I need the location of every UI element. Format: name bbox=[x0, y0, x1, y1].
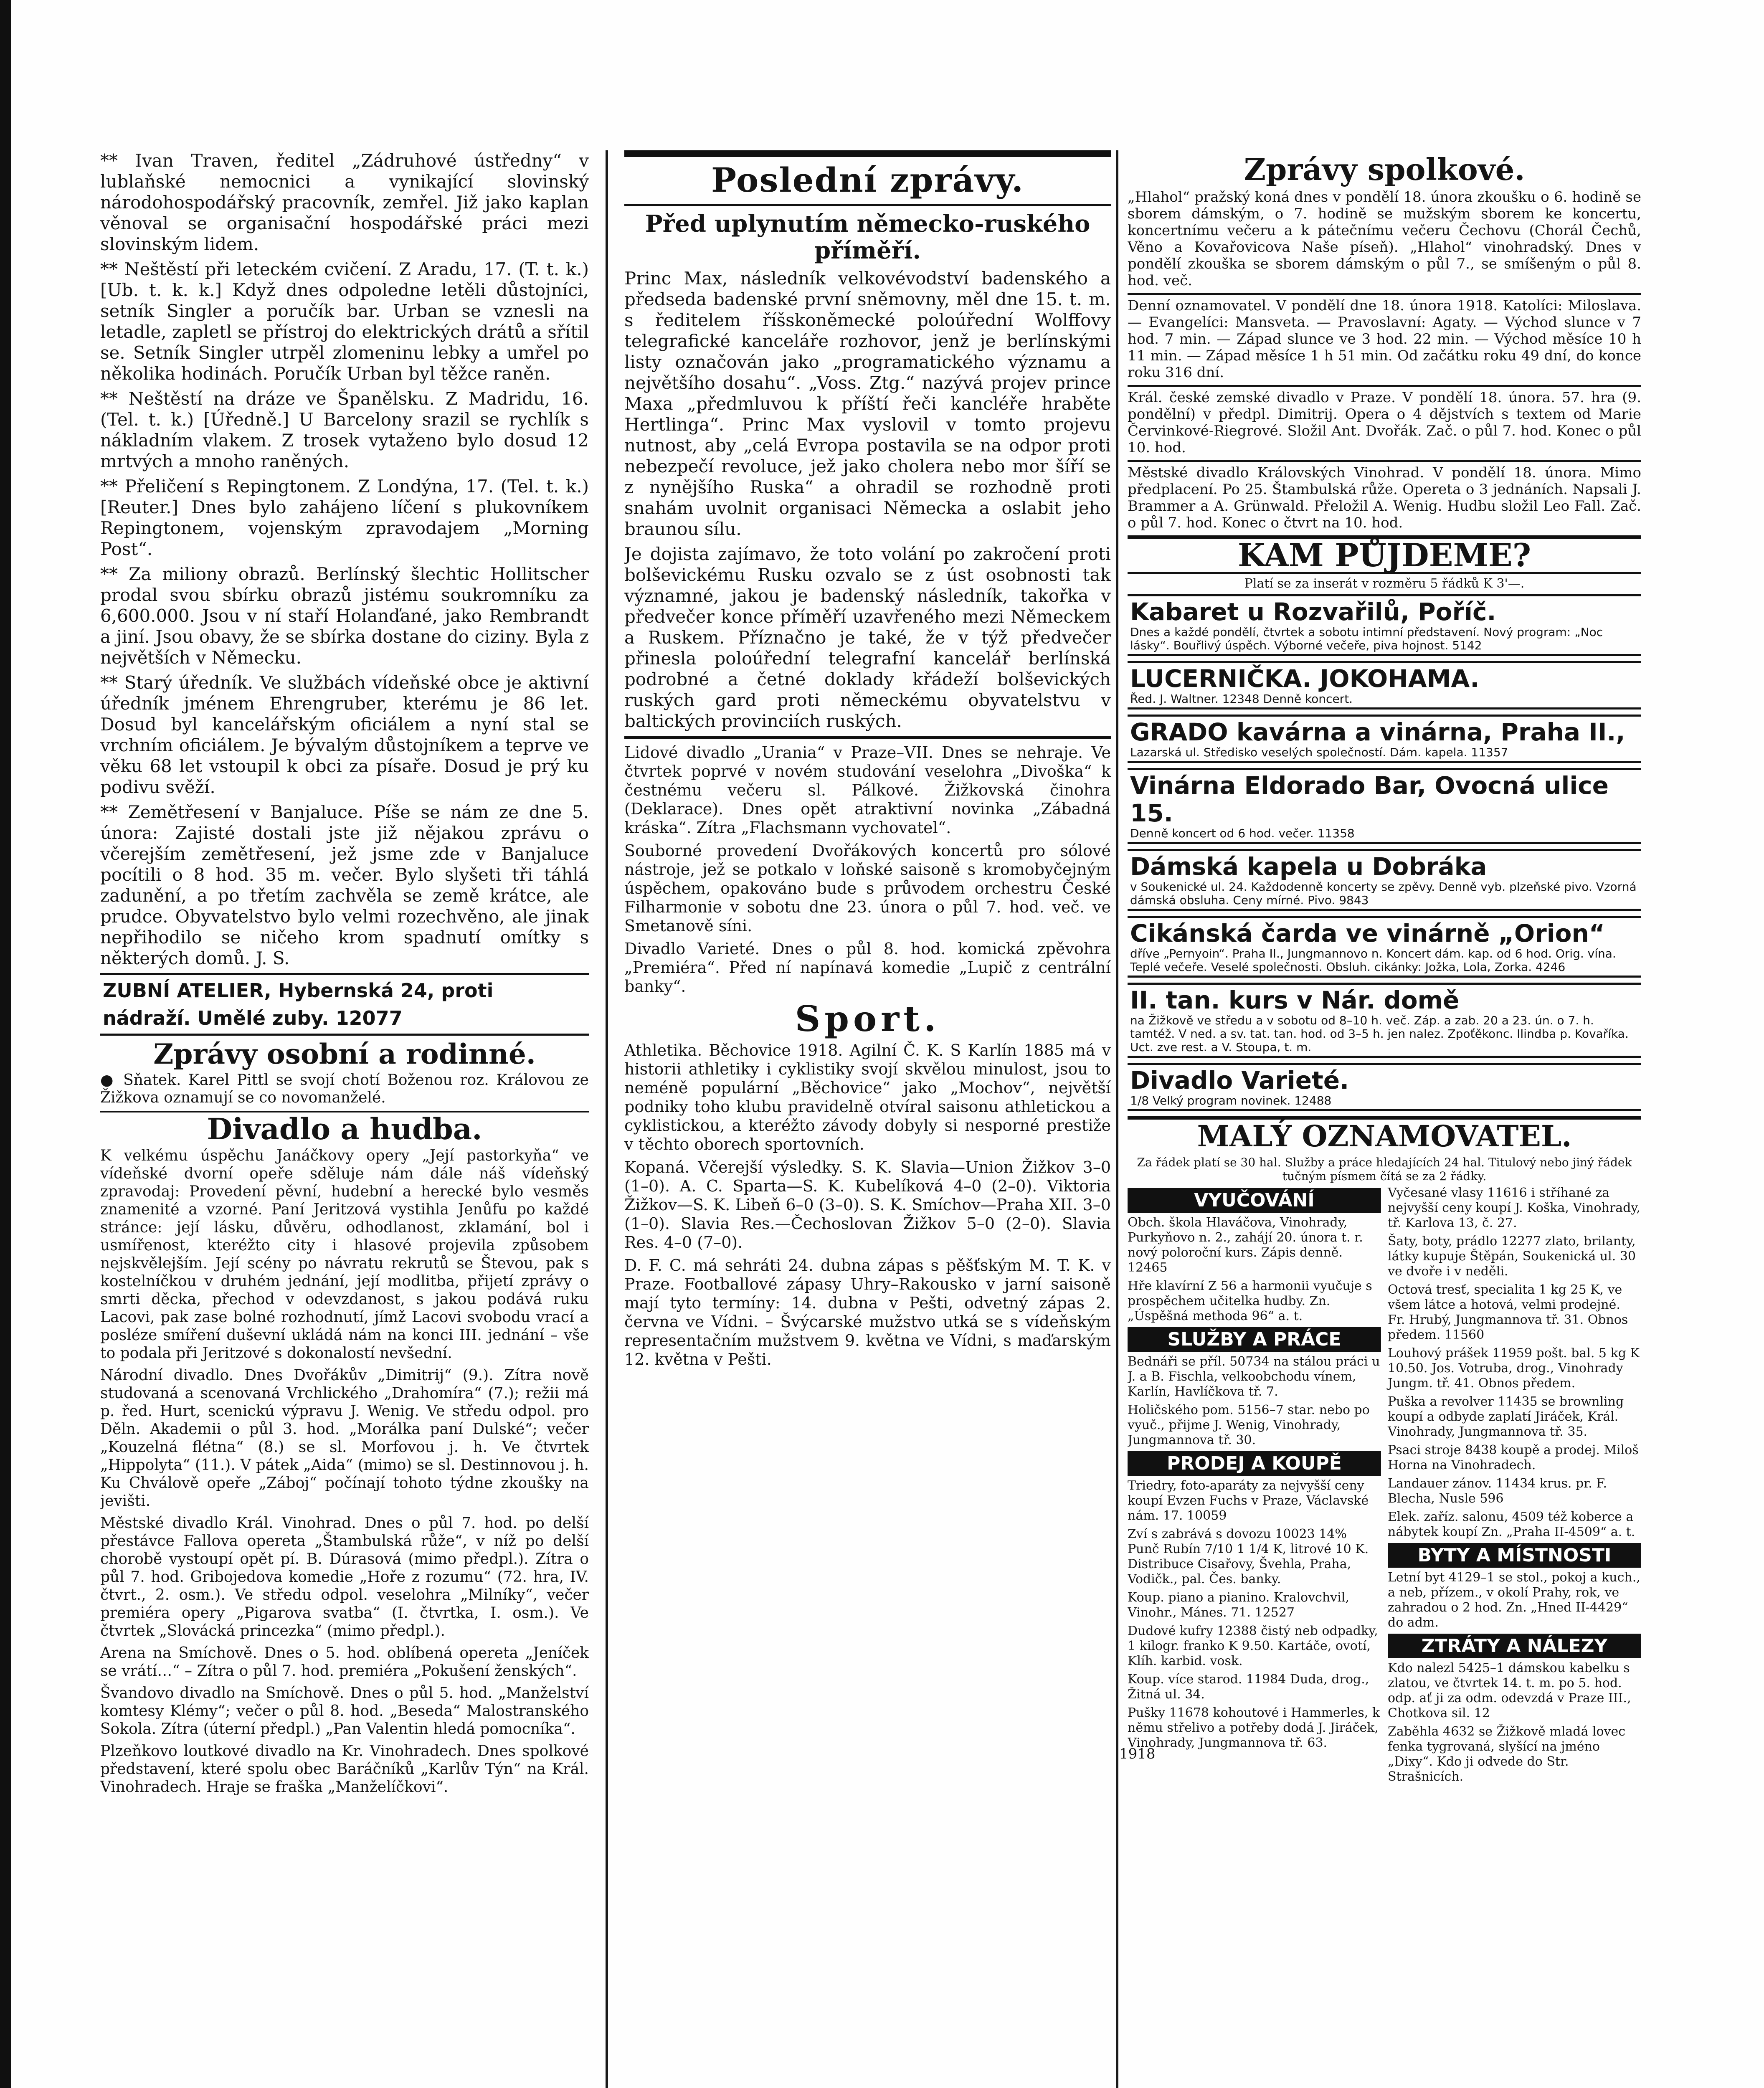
ad-text: Řed. J. Waltner. 12348 Denně koncert. bbox=[1130, 692, 1353, 706]
news-item: ** Přeličení s Repingtonem. Z Londýna, 17. (Tel. t. k.) [Reuter.] Dnes bylo zahájeno líčení s plukovníkem Repingtonem, vojenským zpravodajem „Morning Post“. bbox=[100, 476, 589, 559]
section-title-divadlo: Divadlo a hudba. bbox=[100, 1111, 589, 1143]
classified-item: Zaběhla 4632 se Žižkově mladá lovec fenka tygrovaná, slyšící na jméno „Dixy“. Kdo ji odvede do Str. Strašnicích. bbox=[1388, 1724, 1626, 1784]
news-item: ** Neštěstí při leteckém cvičení. Z Aradu, 17. (T. t. k.) [Ub. t. k. k.] Když dnes odpoledne letěli důstojníci, setník Singler a poručík bar. Urban se vznesli na letadle, zapletl se přístroj do elektrických drátů a sřítil se. Setník Singler utrpěl zlomeninu lebky a umřel po několika hodinách. Poručík Urban byl těžce raněn. bbox=[100, 259, 589, 384]
ad-eldorado bbox=[1128, 768, 1641, 844]
classified-item: Obch. škola Hlaváčova, Vinohrady, Purkyňovo n. 2., zahájí 20. února t. r. nový poloroční kurs. Zápis denně. 12465 bbox=[1128, 1215, 1363, 1275]
sport-item: Kopaná. Včerejší výsledky. S. K. Slavia—Union Žižkov 3–0 (1–0). A. C. Sparta—S. K. Kubelíková 4–0 (2–0). Viktoria Žižkov—S. K. Libeň 6–0 (3–0). S. K. Smíchov—Praha XII. 3–0 (1–0). Slavia Res.—Čechoslovan Žižkov 5–0 (2–0). Slavia Res. 4–0 (7–0). bbox=[624, 1158, 1111, 1252]
section-title-maly-oznamovatel: MALÝ OZNAMOVATEL. bbox=[1128, 1116, 1641, 1153]
classified-item: Koup. více starod. 11984 Duda, drog., Žitná ul. 34. bbox=[1128, 1672, 1369, 1702]
classified-item: Landauer zánov. 11434 krus. pr. F. Blecha, Nusle 596 bbox=[1388, 1476, 1607, 1506]
ad-title: Vinárna Eldorado Bar, Ovocná ulice 15. bbox=[1130, 771, 1609, 827]
kral-divadlo-text: Král. české zemské divadlo v Praze. V pondělí 18. února. 57. hra (9. pondělní) v předpl. Dimitrij. Opera o 4 dějstvích s textem od Marie Červinkové-Riegrové. Složil Ant. Dvořák. Zač. o půl 7. hod. Konec o půl 10. hod. bbox=[1128, 385, 1641, 456]
divadlo-item: K velkému úspěchu Janáčkovy opery „Její pastorkyňa“ ve vídeňské dvorní opeře sděluje nám dále náš vídeňský zpravodaj: Provedení pěvní, hudební a herecké bylo vesměs znamenité a vzorné. Paní Jeritzová vystihla Jenůfu po každé stránce: její lásku, důvěru, odhodlanost, zklamání, bol i usmířenost, kteréžto city i hlasové projevila způsobem nejskvělejším. Její scény po návratu rekrutů se Števou, pak s kostelníčkou v druhém jednání, její modlitba, přijetí zprávy o smrti děcka, přechod v odevzdanost, s jakou podává ruku Lacovi, pak zase bolné rozhodnutí, jímž Lacovi svobodu vrací a posléze smíření duševní ukládá nám na konci III. jednání – vše to podala při Jeritzové s dokonalostí nevšední. bbox=[100, 1147, 589, 1362]
divadlo-item: Národní divadlo. Dnes Dvořákův „Dimitrij“ (9.). Zítra nově studovaná a scenovaná Vrchlického „Drahomíra“ (7.); režii má p. řed. Hurt, scenickú výpravu J. Wenig. Ve středu odpol. pro Děln. Akademii o půl 3. hod. „Morálka paní Dulské“; večer „Kouzelná flétna“ (8.) se sl. Morfovou j. h. Ve čtvrtek „Hippolyta“ (11.). V pátek „Aida“ (mimo) se sl. Destinnovou j. h. Ku Chválově opeře „Záboj“ počínají tohoto týdne zkoušky na jevišti. bbox=[100, 1367, 589, 1510]
ad-text: Denně koncert od 6 hod. večer. 11358 bbox=[1130, 826, 1355, 840]
category-header: PRODEJ A KOUPĚ bbox=[1128, 1451, 1381, 1476]
section-title-osobni: Zprávy osobní a rodinné. bbox=[153, 1038, 536, 1070]
ad-title: Dámská kapela u Dobráka bbox=[1130, 852, 1487, 881]
divadlo-item: Plzeňkovo loutkové divadlo na Kr. Vinohradech. Dnes spolkové představení, které spolu obec Baráčníků „Karlův Týn“ na Král. Vinohradech. Hraje se fraška „Manželíčkovi“. bbox=[100, 1743, 589, 1796]
ad-divadlo-variete bbox=[1128, 1063, 1641, 1111]
maly-note: Za řádek platí se 30 hal. Služby a práce hledajících 24 hal. Titulový nebo jiný řádek tučným písmem čítá se za 2 řádky. bbox=[1137, 1155, 1632, 1183]
ad-grado bbox=[1128, 715, 1641, 763]
classifieds bbox=[1128, 1186, 1641, 1788]
kam-note: Platí se za inserát v rozměru 5 řádků K 3'—. bbox=[1244, 576, 1525, 591]
news-item: ** Zemětřesení v Banjaluce. Píše se nám ze dne 5. února: Zajisté dostali jste již nějakou zprávu o včerejším zemětřesení, jež jsme zde v Banjaluce pocítili o 8 hod. 35 m. večer. Bylo slyšeti tři táhlá zadunění, a po třetím zachvěla se země krátce, ale prudce. Obyvatelstvo bylo velmi rozechvěno, ale jinak nepřihodilo se ničeho krom spadnutí omítky s některých domů. J. S. bbox=[100, 802, 589, 968]
classified-item: Kdo nalezl 5425–1 dámskou kabelku s zlatou, ve čtvrtek 14. t. m. po 5. hod. odp. ať ji za odm. odevzdá v Praze III., Chotkova sil. 12 bbox=[1388, 1661, 1631, 1721]
news-item: Je dojista zajímavo, že toto volání po zakročení proti bolševickému Rusku ozvalo se z úst osobnosti tak významné, jakou je badenský následník, takořka v předvečer konce příměří uzavřeného mezi Německem a Ruskem. Příznačno je také, že v týž předvečer přinesla poloúřední telegrafní kancelář berlínská podrobné a četné doklady křádeží bolševických ruských gard proti německému obyvatelstvu v baltických provinciích ruských. bbox=[624, 544, 1111, 731]
divider bbox=[624, 736, 1111, 739]
category-header: BYTY A MÍSTNOSTI bbox=[1388, 1543, 1641, 1568]
mestske-divadlo-text: Městské divadlo Královských Vinohrad. V pondělí 18. února. Mimo předplacení. Po 25. Štambulská růže. Opereta o 3 jednáních. Napsali J. Brammer a A. Grünwald. Přeložil A. Wenig. Hudbu složil Leo Fall. Zač. o půl 7. hod. Konec o čtvrt na 10. hod. bbox=[1128, 460, 1641, 531]
news-item: ** Starý úředník. Ve službách vídeňské obce je aktivní úředník jménem Ehrengruber, kterému je 86 let. Dosud byl kancelářským oficiálem a nyní stal se vrchním oficiálem. Je bývalým důstojníkem a teprve ve věku 68 let vstoupil k obci za písaře. Dosud je prý ku podivu svěží. bbox=[100, 672, 589, 797]
ad-kabaret bbox=[1128, 594, 1641, 656]
classified-item: Bednáři se příl. 50734 na stálou práci u J. a B. Fischla, velkoobchodu vínem, Karlín, Havlíčkova tř. 7. bbox=[1128, 1354, 1380, 1399]
category-header: ZTRÁTY A NÁLEZY bbox=[1388, 1634, 1641, 1658]
classified-item: Dudové kufry 12388 čistý neb odpadky, 1 kilogr. franko K 9.50. Kartáče, ovotí, Klíh. karbid. vosk. bbox=[1128, 1624, 1378, 1668]
headline-primeri: Před uplynutím německo-ruského příměří. bbox=[645, 210, 1090, 264]
divadlo-item: Městské divadlo Král. Vinohrad. Dnes o půl 7. hod. po delší přestávce Fallova opereta „Štambulská růže“, v níž po delší chorobě vystoupí opět pí. B. Dúrasová (mimo předpl.). Zítra o půl 7. hod. Gribojedova komedie „Hoře z rozumu“ (72. hra, IV. čtvrt., 2. osm.). Ve středu odpol. veselohra „Milníky“, večer premiéra opery „Pigarova svatba“ (I. čtvrtka, I. osm.). Ve čtvrtek „Slovácká princezka“ (mimo předpl.). bbox=[100, 1515, 589, 1639]
margin-mark: 1918 bbox=[1119, 1746, 1156, 1762]
category-header: SLUŽBY A PRÁCE bbox=[1128, 1327, 1381, 1352]
classified-item: Elek. zaříz. salonu, 4509 též koberce a nábytek koupí Zn. „Praha II-4509“ a. t. bbox=[1388, 1510, 1635, 1539]
ad-lucernicka bbox=[1128, 661, 1641, 710]
classified-item: Vyčesané vlasy 11616 i stříhané za nejvyšší ceny koupí J. Koška, Vinohrady, tř. Karlova 13, č. 27. bbox=[1388, 1186, 1640, 1230]
classified-item: Louhový prášek 11959 pošt. bal. 5 kg K 10.50. Jos. Votruba, drog., Vinohrady Jungm. tř. 41. Obnos předem. bbox=[1388, 1346, 1640, 1391]
ad-text: Dnes a každé pondělí, čtvrtek a sobotu intimní představení. Nový program: „Noc lásky“. Bouřlivý úspěch. Výborné večeře, piva hojnost. 5142 bbox=[1130, 625, 1603, 652]
classified-item: Triedry, foto-aparáty za nejvyšší ceny koupí Evzen Fuchs v Praze, Václavské nám. 17. 10059 bbox=[1128, 1478, 1369, 1523]
ad-damska-kapela bbox=[1128, 849, 1641, 911]
ad-title: GRADO kavárna a vinárna, Praha II., bbox=[1130, 718, 1625, 746]
ad-text: 1/8 Velký program novinek. 12488 bbox=[1130, 1094, 1332, 1107]
scan-edge-left bbox=[0, 0, 11, 2088]
classified-item: Hře klavírní Z 56 a harmonii vyučuje s prospěchem učitelka hudby. Zn. „Úspěšná methoda 96“ a. t. bbox=[1128, 1279, 1372, 1323]
column-2 bbox=[624, 150, 1111, 2088]
classified-item: Psaci stroje 8438 koupě a prodej. Miloš Horna na Vinohradech. bbox=[1388, 1443, 1639, 1472]
ad-cikanska-carda bbox=[1128, 916, 1641, 978]
sport-item: D. F. C. má sehráti 24. dubna zápas s pěšťským M. T. K. v Praze. Footballové zápasy Uhry–Rakousko v jarní saisoně mají tyto termíny: 14. dubna v Pešti, odvetný zápas 2. června ve Vídni. – Švýcarské mužstvo utká se s vídeňským representačním mužstvem 9. května ve Vídni, s maďarským 12. května v Pešti. bbox=[624, 1256, 1111, 1368]
spolky-text: „Hlahol“ pražský koná dnes v pondělí 18. února zkoušku o 6. hodině se sborem dámským, o 7. hodině se mužským sborem ke koncertu, koncertnímu večeru a k pátečnímu večeru Čechovu (Chorál Čechů, Věno a Kovařovicova Naše píseň). „Hlahol“ vinohradský. Dnes v pondělí zkouška se sborem dámským o půl 7., se smíšeným o půl 8. hod. več. bbox=[1128, 189, 1641, 289]
classified-item: Pušky 11678 kohoutové i Hammerles, k němu střelivo a potřeby dodá J. Jiráček, Vinohrady, Jungmannova tř. 63. bbox=[1128, 1705, 1380, 1750]
classified-item: Koup. piano a pianino. Kralovchvil, Vinohr., Mánes. 71. 12527 bbox=[1128, 1590, 1349, 1620]
news-item: ** Neštěstí na dráze ve Španělsku. Z Madridu, 16. (Tel. t. k.) [Úředně.] U Barcelony srazil se rychlík s nákladním vlakem. Z trosek vytaženo bylo dosud 12 mrtvých a mnoho raněných. bbox=[100, 388, 589, 471]
column-rule-1 bbox=[606, 150, 608, 2088]
theatre-item: Lidové divadlo „Urania“ v Praze–VII. Dnes se nehraje. Ve čtvrtek poprvé v novém studování veselohra „Divoška“ k čestnému večeru sl. Pálkové. Žižkovská činohra (Deklarace). Dnes opět atraktivní novinka „Zábadná kráska“. Zítra „Flachsmann vychovatel“. bbox=[624, 743, 1111, 837]
theatre-item: Divadlo Varieté. Dnes o půl 8. hod. komická zpěvohra „Premiéra“. Před ní napínavá komedie „Lupič z centrální banky“. bbox=[624, 940, 1111, 996]
column-3 bbox=[1128, 150, 1641, 2088]
ad-title: Cikánská čarda ve vinárně „Orion“ bbox=[1130, 919, 1605, 948]
classifieds-right bbox=[1388, 1186, 1641, 1788]
classified-item: Zví s zabrává s dovozu 10023 14% Punč Rubín 7/10 1 1/4 K, litrové 10 K. Distribuce Cisařovy, Švehla, Praha, Vodičk., pal. Čes. banky. bbox=[1128, 1527, 1369, 1586]
oznamovatel-text: Denní oznamovatel. V pondělí dne 18. února 1918. Katolíci: Miloslava. — Evangelíci: Mansveta. — Pravoslavní: Agaty. — Východ slunce v 7 hod. 7 min. — Západ slunce ve 3 hod. 22 min. — Východ měsíce 10 h 11 min. — Západ měsíce 1 h 51 min. Od začátku roku 49 dní, do konce roku 316 dní. bbox=[1128, 293, 1641, 381]
ad-tanecni-kurs bbox=[1128, 983, 1641, 1058]
classified-item: Holičského pom. 5156–7 star. nebo po vyuč., přijme J. Wenig, Vinohrady, Jungmannova tř. 30. bbox=[1128, 1403, 1370, 1447]
section-title-sport: Sport. bbox=[795, 998, 940, 1039]
classified-item: Octová tresť, specialita 1 kg 25 K, ve všem látce a hotová, velmi prodejné. Fr. Hrubý, Jungmannova tř. 31. Obnos předem. 11560 bbox=[1388, 1282, 1628, 1342]
news-item: ** Ivan Traven, ředitel „Zádruhové ústředny“ v lublaňské nemocnici a vynikající slovinský národohospodářský pracovník, zemřel. Již jako kaplan věnoval se organisační hospodářské práci mezi slovinským lidem. bbox=[100, 150, 589, 254]
divadlo-item: Arena na Smíchově. Dnes o 5. hod. oblíbená opereta „Jeníček se vrátí…“ – Zítra o půl 7. hod. premiéra „Pokušení ženských“. bbox=[100, 1645, 589, 1680]
classifieds-left bbox=[1128, 1186, 1381, 1788]
news-item: ** Za miliony obrazů. Berlínský šlechtic Hollitscher prodal svou sbírku obrazů jistému soukromníku za 6,600.000. Jsou v ní staří Holanďané, jako Rembrandt a jiní. Jsou obavy, že se sbírka dostane do ciziny. Byla z největších v Německu. bbox=[100, 564, 589, 668]
news-item: Princ Max, následník velkovévodství badenského a předseda badenské první sněmovny, měl dne 15. t. m. s ředitelem říšskoněmecké poloúřední Wolffovy telegrafické kanceláře rozhovor, jenž je berlínskými listy označován jako „programatického významu a největšího dosahu“. „Voss. Ztg.“ nazývá projev prince Maxa „předmluvou k příští řeči kancléře hraběte Hertlinga“. Princ Max vyslovil v tomto projevu nutnost, aby „celá Evropa postavila se na odpor proti nebezpečí revoluce, jež jako cholera nebo mor šíří se z nynějšího Ruska“ a ohradil se rozhodně proti snahám uvolnit organisaci Německa a oslabit jeho braunou sílu. bbox=[624, 268, 1111, 539]
column-rule-2 bbox=[1116, 150, 1118, 2088]
ad-text: Lazarská ul. Středisko veselých společností. Dám. kapela. 11357 bbox=[1130, 745, 1508, 759]
latest-news-box bbox=[624, 150, 1111, 206]
column-1 bbox=[100, 150, 589, 2088]
divadlo-item: Švandovo divadlo na Smíchově. Dnes o půl 5. hod. „Manželství komtesy Klémy“; večer o půl 8. hod. „Beseda“ Malostranského Sokola. Zítra (úterní předpl.) „Pan Valentin hledá pomocníka“. bbox=[100, 1685, 589, 1738]
osobni-text: ● Sňatek. Karel Pittl se svojí chotí Boženou roz. Královou ze Žižkova oznamují se co novomanželé. bbox=[100, 1072, 589, 1106]
ad-title: Kabaret u Rozvařilů, Poříč. bbox=[1130, 598, 1496, 626]
classified-item: Puška a revolver 11435 se brownling koupí a odbyde zaplatí Jiráček, Král. Vinohrady, Jungmannova tř. 35. bbox=[1388, 1394, 1624, 1439]
classified-item: Šaty, boty, prádlo 12277 zlato, brilanty, látky kupuje Štěpán, Soukenická ul. 30 ve dvoře i v neděli. bbox=[1388, 1234, 1636, 1279]
section-title-spolky: Zprávy spolkové. bbox=[1244, 152, 1525, 187]
ad-title: Divadlo Varieté. bbox=[1130, 1066, 1349, 1095]
ad-text: v Soukenické ul. 24. Každodenně koncerty se zpěvy. Denně vyb. plzeňské pivo. Vzorná dámská obsluha. Ceny mírné. Pivo. 9843 bbox=[1130, 880, 1637, 907]
section-title-kam-pujdeme: KAM PŮJDEME? bbox=[1128, 535, 1641, 574]
category-header: VYUČOVÁNÍ bbox=[1128, 1188, 1381, 1213]
ad-zubni-atelier: ZUBNÍ ATELIER, Hybernská 24, proti nádraží. Umělé zuby. 12077 bbox=[100, 973, 589, 1036]
ad-text: na Žižkově ve středu a v sobotu od 8–10 h. več. Záp. a zab. 20 a 23. ún. o 7. h. tamtéž. V ned. a sv. tat. tan. hod. od 3–5 h. jen nalez. Zpoťěkonc. Ilindba p. Kovaříka. Uct. zve rest. a V. Stoupa, t. m. bbox=[1130, 1014, 1629, 1054]
section-title-posledni-zpravy: Poslední zprávy. bbox=[711, 160, 1024, 200]
ad-text: dříve „Pernyoin“. Praha II., Jungmannovo n. Koncert dám. kap. od 6 hod. Orig. vína. Teplé večeře. Veselé společnosti. Obsluh. cikánky: Jožka, Lola, Zorka. 4246 bbox=[1130, 947, 1616, 974]
classified-item: Letní byt 4129–1 se stol., pokoj a kuch., a neb, přízem., v okolí Prahy, rok, ve zahradou o 2 hod. Zn. „Hned II-4429“ do adm. bbox=[1388, 1570, 1640, 1630]
ad-title: II. tan. kurs v Nár. domě bbox=[1130, 986, 1460, 1014]
ad-title: LUCERNIČKA. JOKOHAMA. bbox=[1130, 664, 1480, 693]
theatre-item: Souborné provedení Dvořákových koncertů pro sólové nástroje, jež se potkalo v loňské saisoně s kromobyčejným úspěchem, opakováno bude s průvodem orchestru České Filharmonie v sobotu dne 23. února o půl 7. hod. več. ve Smetanově síni. bbox=[624, 841, 1111, 935]
sport-item: Athletika. Běchovice 1918. Agilní Č. K. S Karlín 1885 má v historii athletiky i cyklistiky svojí skvělou minulost, jsou to neméně populární „Běchovice“ jako „Mochov“, největší podniky toho klubu pravidelně otvíral saisonu athletickou a cyklistickou, a kteréžto závody dobyly si nesporné prestiže v těchto oborech sportovních. bbox=[624, 1041, 1111, 1153]
